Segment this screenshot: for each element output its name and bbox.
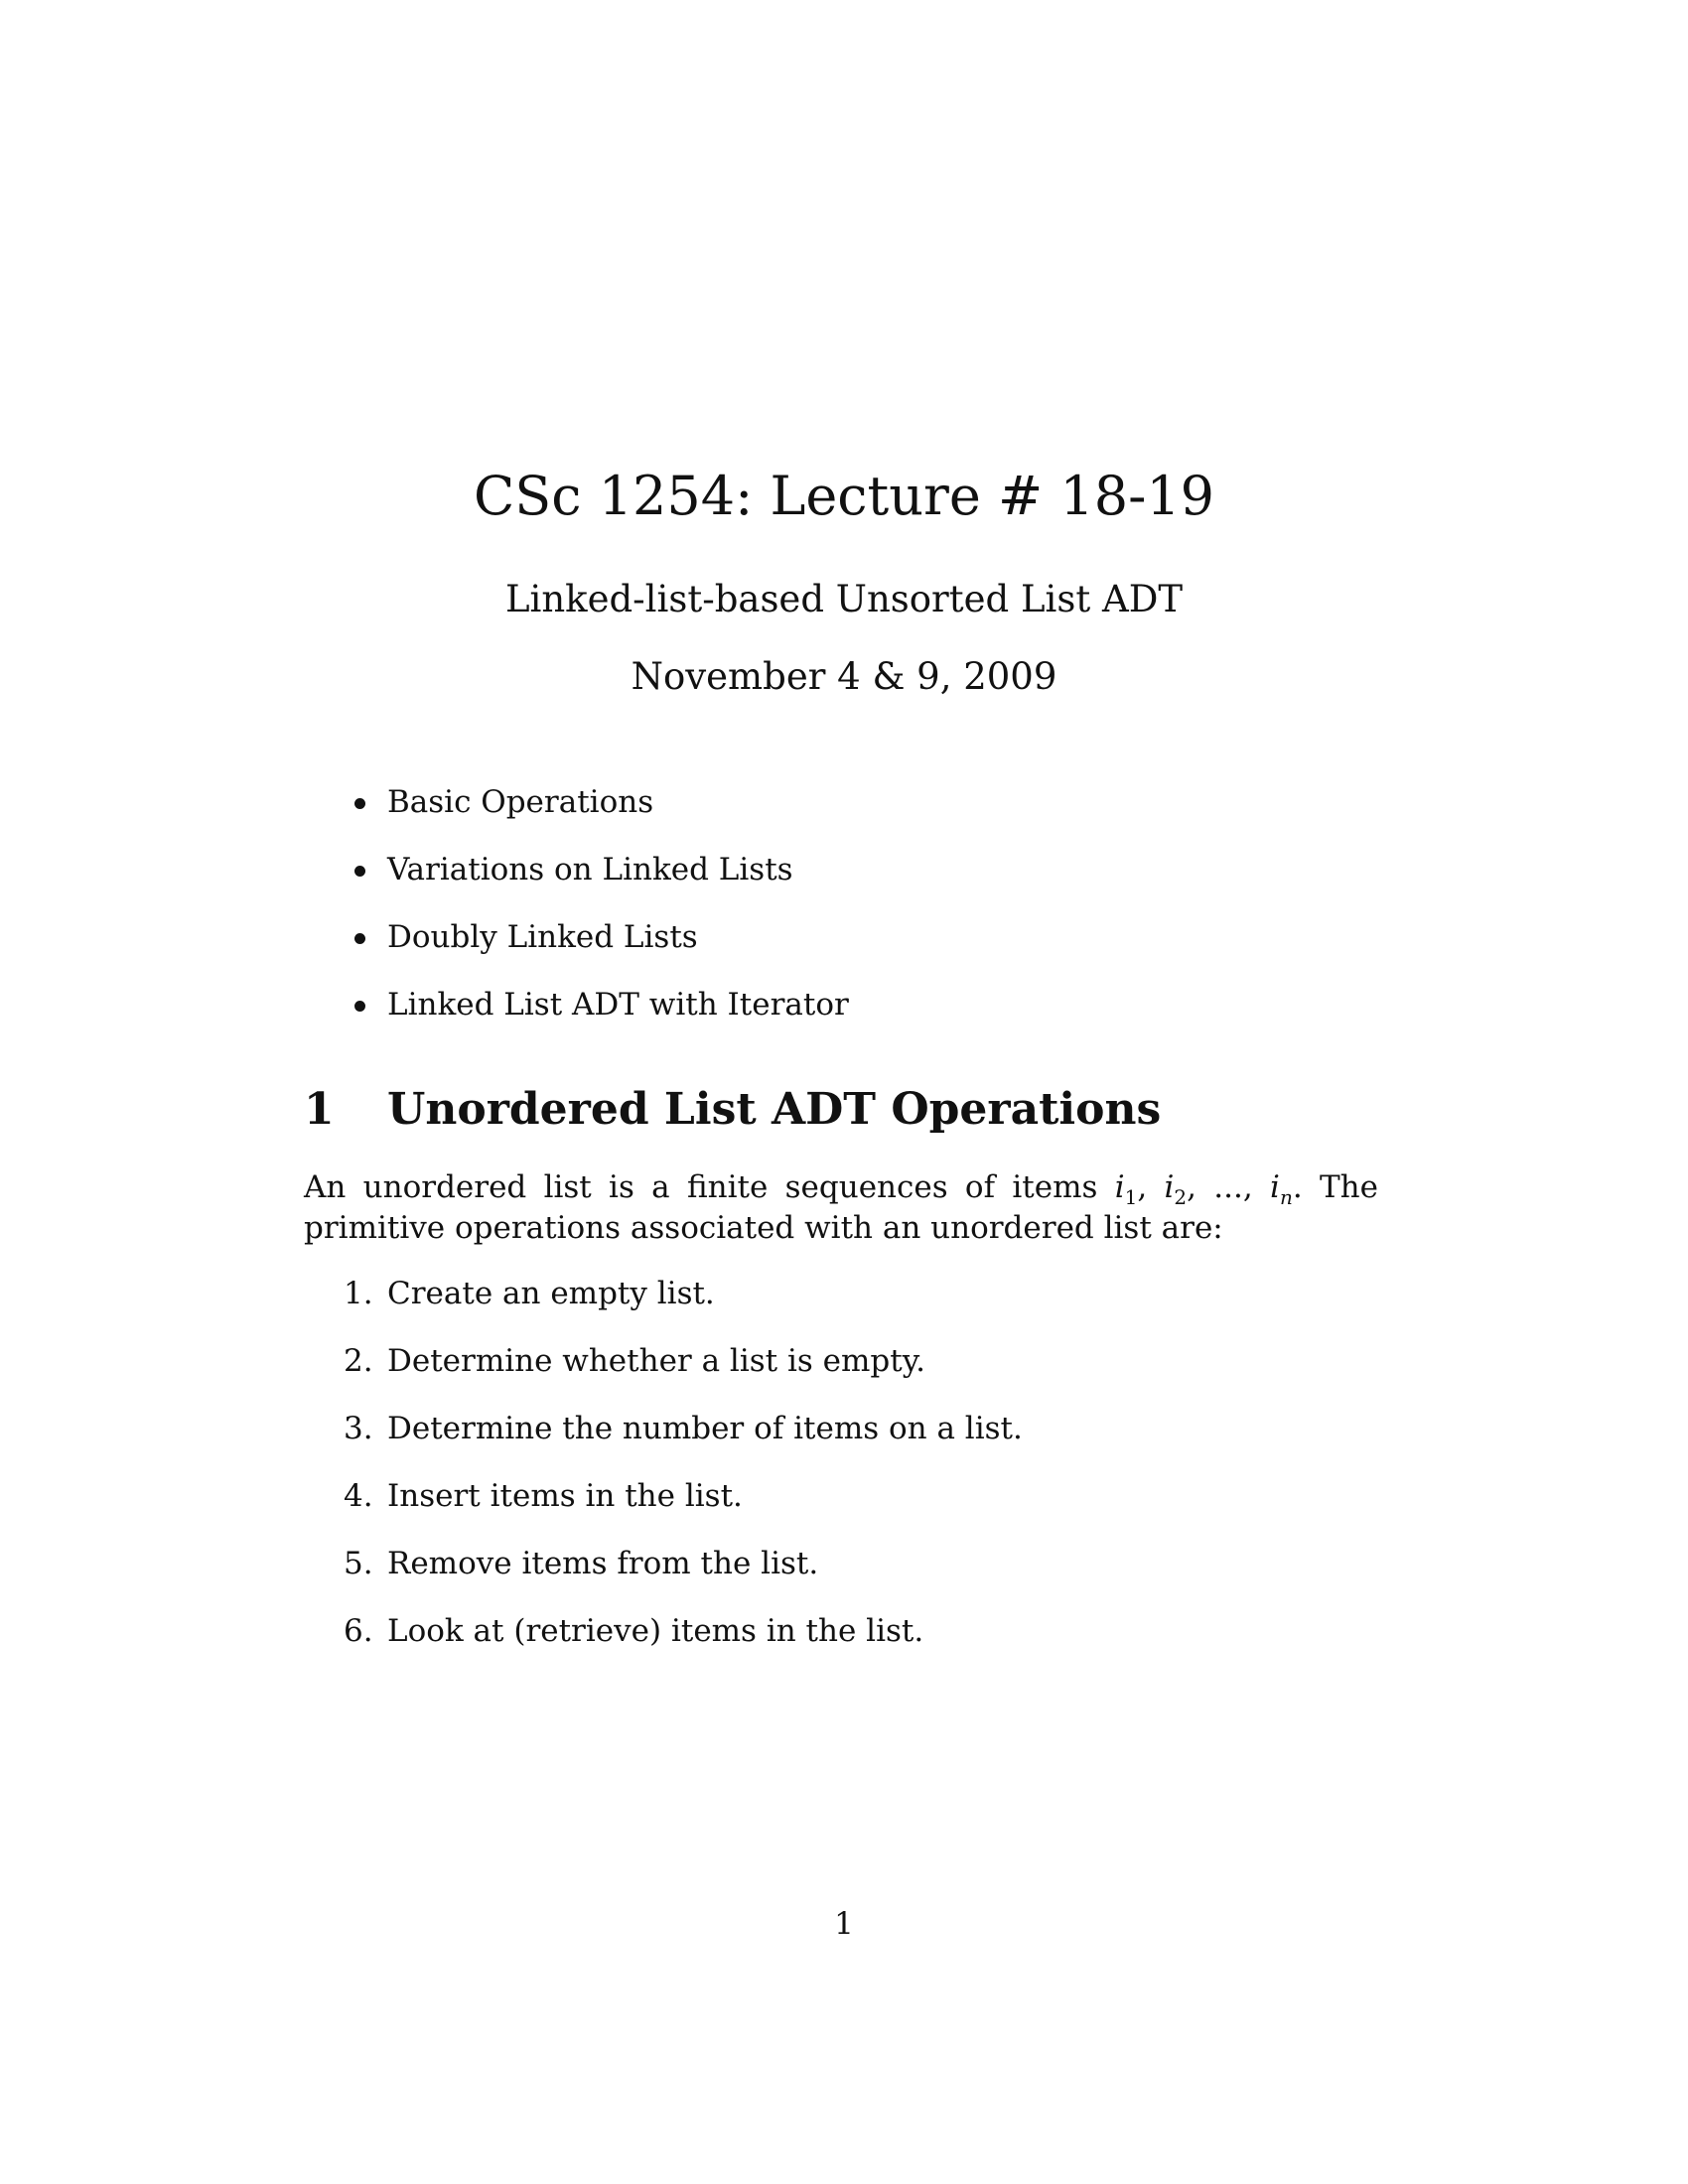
- math-separator: ,: [1137, 1169, 1165, 1205]
- item-sequence-math: [1114, 1169, 1293, 1210]
- outline-item: [348, 917, 849, 985]
- operation-number: 2.: [344, 1343, 373, 1379]
- operation-number: 3.: [344, 1411, 373, 1446]
- bullet-icon: [354, 798, 365, 809]
- math-subscript: 2: [1174, 1185, 1188, 1210]
- section-number: 1: [304, 1084, 335, 1135]
- math-subscript: 1: [1124, 1185, 1138, 1210]
- operation-text: Look at (retrieve) items in the list.: [387, 1613, 924, 1649]
- section-heading: [304, 1082, 1161, 1138]
- bullet-icon: [354, 866, 365, 877]
- operation-item: [304, 1611, 1023, 1679]
- outline-item-label: Linked List ADT with Iterator: [387, 987, 849, 1023]
- lecture-subtitle: Linked-list-based Unsorted List ADT: [504, 578, 1184, 620]
- outline-item: [348, 782, 849, 850]
- math-var: i: [1164, 1169, 1175, 1205]
- bullet-icon: [354, 1001, 365, 1012]
- outline-item: [348, 850, 849, 917]
- operation-number: 5.: [344, 1546, 373, 1581]
- operation-text: Insert items in the list.: [387, 1478, 743, 1514]
- operation-text: Determine the number of items on a list.: [387, 1411, 1023, 1446]
- outline-list: [348, 782, 849, 1052]
- paragraph-text-after: . The primitive operations associated with an unordered list are:: [304, 1169, 1378, 1246]
- outline-item: [348, 985, 849, 1052]
- operations-list: [304, 1274, 1023, 1679]
- operation-number: 1.: [344, 1276, 373, 1311]
- operation-number: 6.: [344, 1613, 373, 1649]
- math-separator: , ...,: [1187, 1169, 1271, 1205]
- operation-text: Remove items from the list.: [387, 1546, 819, 1581]
- operation-item: [304, 1274, 1023, 1341]
- operation-number: 4.: [344, 1478, 373, 1514]
- section-title: Unordered List ADT Operations: [387, 1084, 1162, 1135]
- operation-text: Create an empty list.: [387, 1276, 715, 1311]
- outline-item-label: Doubly Linked Lists: [387, 919, 698, 955]
- lecture-title: CSc 1254: Lecture # 18-19: [473, 465, 1215, 527]
- outline-item-label: Basic Operations: [387, 784, 654, 820]
- intro-paragraph: [304, 1167, 1378, 1249]
- math-var: i: [1114, 1169, 1125, 1205]
- page-number: 1: [834, 1906, 854, 1942]
- lecture-date: November 4 & 9, 2009: [631, 655, 1057, 698]
- paragraph-text-before: An unordered list is a finite sequences of items: [304, 1169, 1115, 1205]
- bullet-icon: [354, 933, 365, 944]
- operation-item: [304, 1544, 1023, 1611]
- outline-item-label: Variations on Linked Lists: [387, 852, 793, 887]
- math-var: i: [1270, 1169, 1280, 1205]
- math-subscript: n: [1279, 1185, 1293, 1210]
- operation-item: [304, 1409, 1023, 1476]
- operation-item: [304, 1476, 1023, 1544]
- operation-item: [304, 1341, 1023, 1409]
- operation-text: Determine whether a list is empty.: [387, 1343, 925, 1379]
